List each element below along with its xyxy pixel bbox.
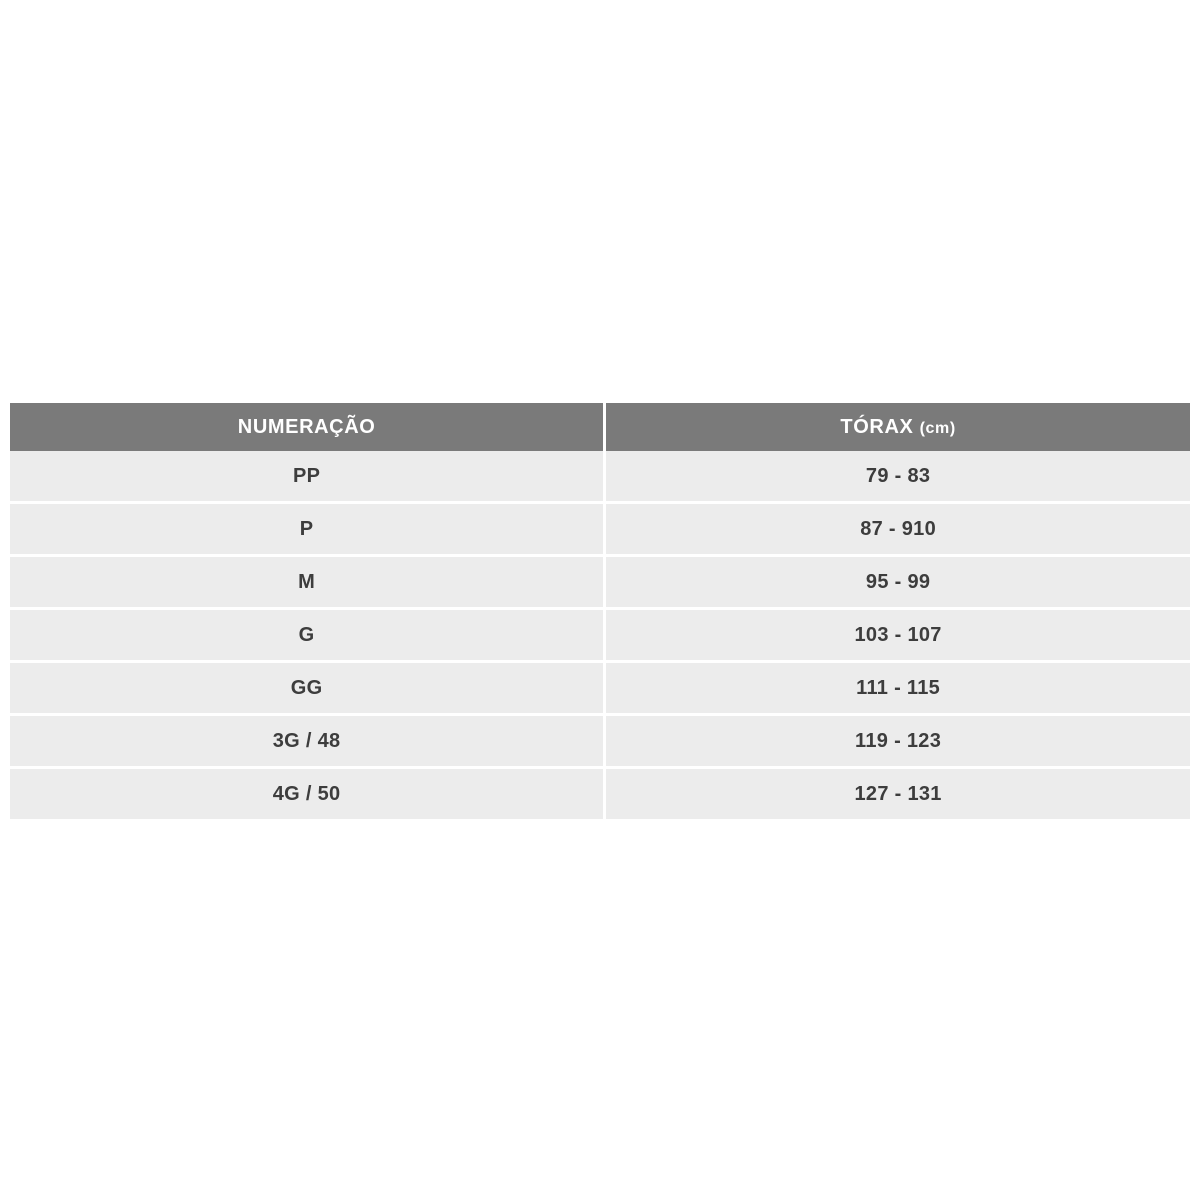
cell-size: G	[10, 609, 605, 662]
table-row	[10, 768, 1190, 820]
table-row	[10, 503, 1190, 556]
table-row	[10, 662, 1190, 715]
cell-chest: 127 - 131	[605, 768, 1190, 820]
table-body	[10, 451, 1190, 819]
column-header-torax: TÓRAX (cm)	[605, 403, 1190, 451]
cell-size: 4G / 50	[10, 768, 605, 820]
column-header-numeracao: NUMERAÇÃO	[10, 403, 605, 451]
table-header	[10, 403, 1190, 451]
table-row	[10, 715, 1190, 768]
table-row	[10, 609, 1190, 662]
cell-size: GG	[10, 662, 605, 715]
cell-chest: 103 - 107	[605, 609, 1190, 662]
cell-chest: 87 - 910	[605, 503, 1190, 556]
cell-size: P	[10, 503, 605, 556]
table-row	[10, 451, 1190, 503]
cell-chest: 111 - 115	[605, 662, 1190, 715]
cell-size: 3G / 48	[10, 715, 605, 768]
table-row	[10, 556, 1190, 609]
cell-size: M	[10, 556, 605, 609]
size-chart-table	[10, 403, 1190, 819]
cell-chest: 79 - 83	[605, 451, 1190, 503]
cell-size: PP	[10, 451, 605, 503]
table-header-row	[10, 403, 1190, 451]
cell-chest: 95 - 99	[605, 556, 1190, 609]
size-table-container	[10, 403, 1190, 819]
cell-chest: 119 - 123	[605, 715, 1190, 768]
